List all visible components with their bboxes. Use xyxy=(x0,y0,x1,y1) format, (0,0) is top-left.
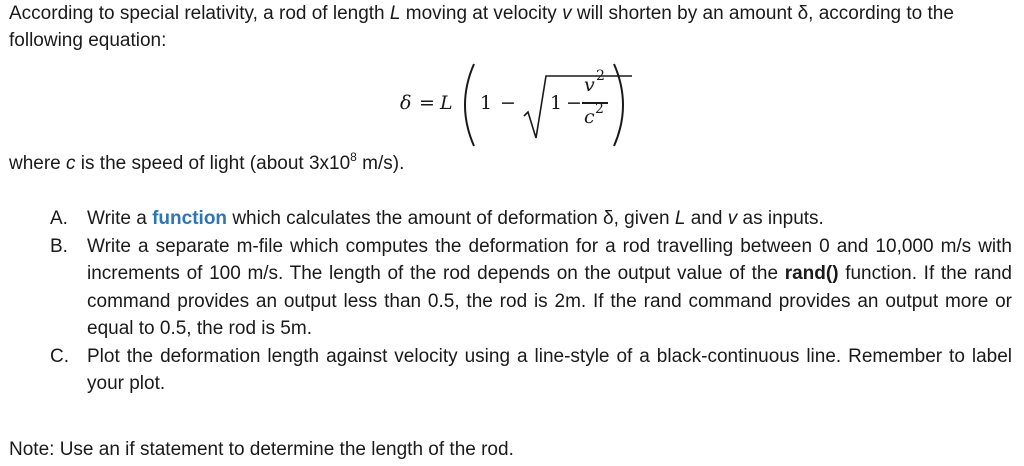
eq-numerator-exp: 2 xyxy=(596,68,605,84)
eq-equals: = xyxy=(419,92,435,114)
where-text-3: m/s). xyxy=(356,153,405,174)
intro-paragraph xyxy=(9,0,1017,54)
task-a-text-2: which calculates the amount of deformation δ, given xyxy=(227,208,675,229)
task-list xyxy=(50,205,1012,398)
intro-text-2: moving at velocity xyxy=(400,3,563,24)
where-var-c: c xyxy=(66,153,76,174)
task-text-b xyxy=(87,233,1012,343)
where-text-2: is the speed of light (about 3x10 xyxy=(75,153,351,174)
eq-minus-outer: − xyxy=(500,92,516,114)
task-a-var-l: L xyxy=(674,208,686,229)
intro-var-v: v xyxy=(562,3,572,24)
task-text-c: Plot the deformation length against velocity using a line-style of a black-continuous line. Remember to label your plot. xyxy=(87,345,1012,394)
where-line xyxy=(9,150,404,177)
deformation-equation xyxy=(400,60,640,150)
task-a-text-3: and xyxy=(685,208,728,229)
where-exponent: 8 xyxy=(350,150,357,164)
eq-right-paren xyxy=(610,62,634,148)
task-item-c xyxy=(50,343,1012,398)
task-marker-b: B. xyxy=(50,235,68,257)
task-a-text-1: Write a xyxy=(87,208,153,229)
eq-left-paren xyxy=(454,62,478,148)
eq-one-outer: 1 xyxy=(480,92,493,114)
eq-denominator: c xyxy=(584,106,595,128)
intro-var-l: L xyxy=(389,3,401,24)
eq-numerator: v xyxy=(584,74,595,96)
eq-one-inner: 1 xyxy=(550,92,563,114)
task-a-var-v: v xyxy=(727,208,738,229)
task-b-text-2: function. If the rand command provides an output less than 0.5, the rod is 2m. If the rand command provides an output more or equal to 0.5, the rod is 5m. xyxy=(87,263,1012,339)
task-item-a xyxy=(50,205,1012,233)
eq-denominator-exp: 2 xyxy=(595,101,604,117)
intro-text-1: According to special relativity, a rod of length xyxy=(9,3,390,24)
eq-l: L xyxy=(440,92,453,114)
rand-keyword: rand() xyxy=(784,263,839,284)
intro-text-3: will shorten by an amount δ, according to the following equation: xyxy=(9,3,954,51)
task-item-b xyxy=(50,233,1012,343)
task-marker-a: A. xyxy=(50,208,68,229)
note-line: Note: Use an if statement to determine the length of the rod. xyxy=(9,439,514,460)
function-keyword: function xyxy=(152,208,228,229)
task-marker-c: C. xyxy=(50,345,69,367)
task-text-a xyxy=(87,205,1012,233)
task-b-text-1: Write a separate m-file which computes the deformation for a rod travelling between 0 and 10,000 m/s with increments of 100 m/s. The length of the rod depends on the output value of the xyxy=(87,235,1012,284)
where-text-1: where xyxy=(9,153,67,174)
eq-delta: δ xyxy=(400,92,412,114)
eq-minus-inner: − xyxy=(566,92,582,114)
task-a-text-4: as inputs. xyxy=(737,208,824,229)
